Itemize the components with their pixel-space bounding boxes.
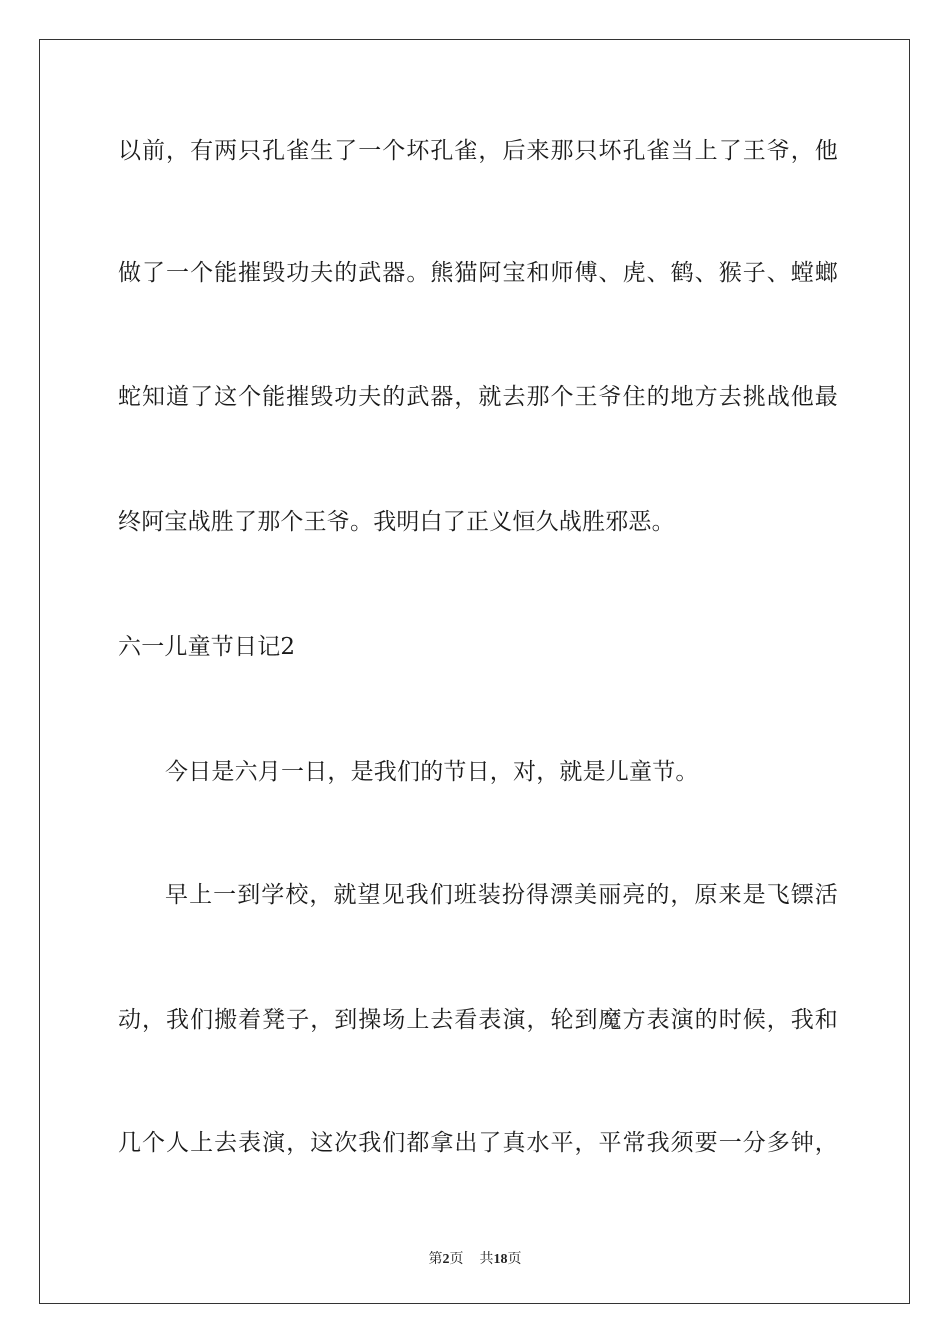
- page-prefix: 第: [428, 1252, 443, 1267]
- page-footer: [0, 1248, 950, 1268]
- body-line-3: 蛇知道了这个能摧毁功夫的武器，就去那个王爷住的地方去挑战他最: [118, 384, 838, 410]
- body-line-2: 做了一个能摧毁功夫的武器。熊猫阿宝和师傅、虎、鹤、猴子、螳螂: [118, 260, 838, 286]
- total-pages: 18: [493, 1252, 508, 1267]
- page-number: 2: [442, 1252, 450, 1267]
- section-title: 六一儿童节日记2: [118, 634, 296, 660]
- paragraph-3-line-1: 早上一到学校，就望见我们班装扮得漂美丽亮的，原来是飞镖活: [165, 882, 838, 908]
- total-prefix: 共: [479, 1252, 494, 1267]
- body-line-1: 以前，有两只孔雀生了一个坏孔雀，后来那只坏孔雀当上了王爷，他: [118, 138, 838, 164]
- paragraph-3-line-2: 动，我们搬着凳子，到操场上去看表演，轮到魔方表演的时候，我和: [118, 1007, 838, 1033]
- page-suffix: 页: [449, 1252, 464, 1267]
- paragraph-3-line-3: 几个人上去表演，这次我们都拿出了真水平，平常我须要一分多钟，: [118, 1130, 838, 1156]
- total-suffix: 页: [507, 1252, 522, 1267]
- paragraph-2: 今日是六月一日，是我们的节日，对，就是儿童节。: [165, 759, 699, 785]
- page-border: [39, 39, 910, 1304]
- body-line-4: 终阿宝战胜了那个王爷。我明白了正义恒久战胜邪恶。: [118, 509, 675, 535]
